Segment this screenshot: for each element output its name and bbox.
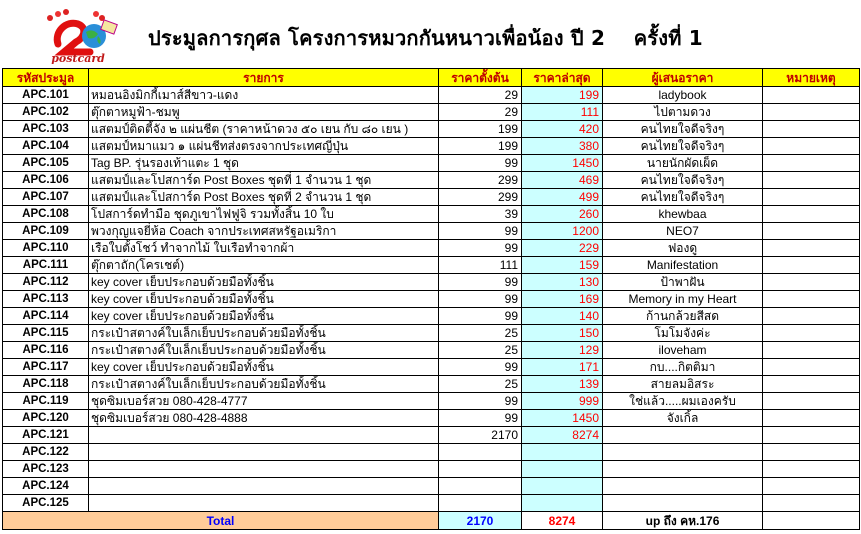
table-row	[3, 291, 860, 308]
table-row	[3, 121, 860, 138]
total-label: Total	[3, 512, 439, 530]
row-note	[763, 359, 860, 376]
row-code: APC.117	[3, 359, 89, 376]
row-bidder: จังเกิ้ล	[603, 410, 763, 427]
row-last-price: 139	[522, 376, 603, 393]
row-last-price: 999	[522, 393, 603, 410]
row-last-price: 1450	[522, 155, 603, 172]
postcard-logo	[36, 6, 120, 64]
total-blank	[763, 512, 860, 530]
row-last-price	[522, 495, 603, 512]
row-start-price: 25	[439, 376, 522, 393]
row-code: APC.120	[3, 410, 89, 427]
row-note	[763, 104, 860, 121]
row-item: พวงกุญแจยี่ห้อ Coach จากประเทศสหรัฐอเมริกา	[89, 223, 439, 240]
row-bidder: Memory in my Heart	[603, 291, 763, 308]
row-note	[763, 291, 860, 308]
row-last-price	[522, 478, 603, 495]
row-note	[763, 257, 860, 274]
row-item: เรือใบตั้งโชว์ ทำจากไม้ ใบเรือทำจากผ้า	[89, 240, 439, 257]
table-body	[3, 87, 860, 512]
table-row	[3, 274, 860, 291]
row-item: แสตมป์ติดตี้จัง ๒ แผ่นชีต (ราคาหน้าดวง ๕๐ เยน กับ ๘๐ เยน )	[89, 121, 439, 138]
row-last-price: 499	[522, 189, 603, 206]
table-row	[3, 308, 860, 325]
row-note	[763, 461, 860, 478]
row-note	[763, 444, 860, 461]
row-start-price: 99	[439, 155, 522, 172]
row-item: กระเป๋าสตางค์ใบเล็กเย็บประกอบด้วยมือทั้งชิ้น	[89, 342, 439, 359]
row-item: key cover เย็บประกอบด้วยมือทั้งชิ้น	[89, 308, 439, 325]
header-row	[3, 69, 860, 87]
row-code: APC.122	[3, 444, 89, 461]
row-start-price: 99	[439, 240, 522, 257]
row-note	[763, 274, 860, 291]
row-bidder: คนไทยใจดีจริงๆ	[603, 189, 763, 206]
row-last-price: 111	[522, 104, 603, 121]
row-last-price: 159	[522, 257, 603, 274]
row-code: APC.110	[3, 240, 89, 257]
row-note	[763, 240, 860, 257]
row-bidder: โมโมจังค่ะ	[603, 325, 763, 342]
table-row	[3, 240, 860, 257]
row-item: ชุดซิมเบอร์สวย 080-428-4888	[89, 410, 439, 427]
row-code: APC.118	[3, 376, 89, 393]
row-note	[763, 189, 860, 206]
row-item	[89, 427, 439, 444]
row-item: กระเป๋าสตางค์ใบเล็กเย็บประกอบด้วยมือทั้งชิ้น	[89, 376, 439, 393]
row-note	[763, 427, 860, 444]
table-row	[3, 189, 860, 206]
table-row	[3, 478, 860, 495]
table-row	[3, 444, 860, 461]
row-last-price: 171	[522, 359, 603, 376]
row-code: APC.104	[3, 138, 89, 155]
row-item: Tag BP. รุ่นรองเท้าแตะ 1 ชุด	[89, 155, 439, 172]
row-note	[763, 495, 860, 512]
row-bidder: คนไทยใจดีจริงๆ	[603, 138, 763, 155]
row-bidder: ไปตามดวง	[603, 104, 763, 121]
row-note	[763, 155, 860, 172]
table-row	[3, 257, 860, 274]
row-start-price: 29	[439, 104, 522, 121]
row-bidder: คนไทยใจดีจริงๆ	[603, 172, 763, 189]
header-code: รหัสประมูล	[3, 69, 89, 87]
row-item: แสตมป์และโปสการ์ด Post Boxes ชุดที่ 1 จำนวน 1 ชุด	[89, 172, 439, 189]
row-code: APC.124	[3, 478, 89, 495]
row-note	[763, 410, 860, 427]
row-code: APC.123	[3, 461, 89, 478]
row-bidder	[603, 444, 763, 461]
row-code: APC.114	[3, 308, 89, 325]
row-bidder: iloveham	[603, 342, 763, 359]
row-item: ตุ๊กตาถัก(โครเชต์)	[89, 257, 439, 274]
row-item: key cover เย็บประกอบด้วยมือทั้งชิ้น	[89, 291, 439, 308]
row-start-price: 99	[439, 308, 522, 325]
row-start-price: 199	[439, 121, 522, 138]
row-bidder: ฟองดู	[603, 240, 763, 257]
row-code: APC.109	[3, 223, 89, 240]
row-note	[763, 308, 860, 325]
row-note	[763, 121, 860, 138]
row-bidder: NEO7	[603, 223, 763, 240]
table-row	[3, 359, 860, 376]
row-code: APC.102	[3, 104, 89, 121]
row-last-price: 169	[522, 291, 603, 308]
row-note	[763, 376, 860, 393]
row-item	[89, 461, 439, 478]
row-start-price	[439, 495, 522, 512]
row-item: key cover เย็บประกอบด้วยมือทั้งชิ้น	[89, 274, 439, 291]
row-start-price	[439, 444, 522, 461]
row-item: กระเป๋าสตางค์ใบเล็กเย็บประกอบด้วยมือทั้งชิ้น	[89, 325, 439, 342]
row-bidder: กบ....กิตติมา	[603, 359, 763, 376]
row-last-price: 199	[522, 87, 603, 104]
row-bidder: ก้านกล้วยสีสด	[603, 308, 763, 325]
row-code: APC.108	[3, 206, 89, 223]
row-start-price	[439, 461, 522, 478]
row-bidder	[603, 495, 763, 512]
table-row	[3, 155, 860, 172]
row-bidder	[603, 478, 763, 495]
row-last-price	[522, 444, 603, 461]
header-item: รายการ	[89, 69, 439, 87]
row-code: APC.116	[3, 342, 89, 359]
row-item: ตุ๊กตาหมูฟ้า-ชมพู	[89, 104, 439, 121]
row-start-price: 29	[439, 87, 522, 104]
row-code: APC.103	[3, 121, 89, 138]
row-last-price: 8274	[522, 427, 603, 444]
row-bidder: นายนักผัดเผ็ด	[603, 155, 763, 172]
row-item	[89, 478, 439, 495]
row-bidder	[603, 427, 763, 444]
table-row	[3, 376, 860, 393]
row-code: APC.115	[3, 325, 89, 342]
row-item: โปสการ์ดทำมือ ชุดภูเขาไฟฟูจิ รวมทั้งสิ้น 10 ใบ	[89, 206, 439, 223]
row-note	[763, 87, 860, 104]
row-note	[763, 342, 860, 359]
total-row	[3, 512, 860, 530]
total-last-price: 8274	[522, 512, 603, 530]
row-note	[763, 172, 860, 189]
table-row	[3, 495, 860, 512]
row-item: ชุดซิมเบอร์สวย 080-428-4777	[89, 393, 439, 410]
row-code: APC.119	[3, 393, 89, 410]
row-item: หมอนอิงมิกกี้เมาส์สีขาว-แดง	[89, 87, 439, 104]
table-row	[3, 172, 860, 189]
row-start-price: 99	[439, 393, 522, 410]
row-last-price: 1200	[522, 223, 603, 240]
row-last-price: 229	[522, 240, 603, 257]
row-code: APC.106	[3, 172, 89, 189]
row-item	[89, 444, 439, 461]
table-row	[3, 461, 860, 478]
row-bidder: Manifestation	[603, 257, 763, 274]
logo-text: postcard	[51, 52, 105, 64]
row-last-price	[522, 461, 603, 478]
row-item: แสตมป์และโปสการ์ด Post Boxes ชุดที่ 2 จำนวน 1 ชุด	[89, 189, 439, 206]
row-start-price	[439, 478, 522, 495]
row-last-price: 260	[522, 206, 603, 223]
row-code: APC.125	[3, 495, 89, 512]
total-note: up ถึง คห.176	[603, 512, 763, 530]
table-row	[3, 223, 860, 240]
row-last-price: 129	[522, 342, 603, 359]
row-last-price: 140	[522, 308, 603, 325]
row-code: APC.111	[3, 257, 89, 274]
row-last-price: 469	[522, 172, 603, 189]
row-code: APC.101	[3, 87, 89, 104]
table-row	[3, 427, 860, 444]
table-row	[3, 138, 860, 155]
row-note	[763, 393, 860, 410]
row-last-price: 1450	[522, 410, 603, 427]
row-last-price: 380	[522, 138, 603, 155]
row-start-price: 111	[439, 257, 522, 274]
row-start-price: 2170	[439, 427, 522, 444]
total-start-price: 2170	[439, 512, 522, 530]
row-code: APC.113	[3, 291, 89, 308]
row-bidder: ใช่แล้ว.....ผมเองครับ	[603, 393, 763, 410]
header-last-price: ราคาล่าสุด	[522, 69, 603, 87]
page-title: ประมูลการกุศล โครงการหมวกกันหนาวเพื่อน้อง ปี 2 ครั้งที่ 1	[148, 26, 703, 50]
header-note: หมายเหตุ	[763, 69, 860, 87]
header-start-price: ราคาตั้งต้น	[439, 69, 522, 87]
row-start-price: 99	[439, 223, 522, 240]
auction-table	[2, 68, 860, 530]
row-bidder: คนไทยใจดีจริงๆ	[603, 121, 763, 138]
row-start-price: 99	[439, 359, 522, 376]
table-row	[3, 325, 860, 342]
row-bidder: ladybook	[603, 87, 763, 104]
row-bidder: khewbaa	[603, 206, 763, 223]
table-row	[3, 342, 860, 359]
row-item	[89, 495, 439, 512]
row-note	[763, 223, 860, 240]
row-bidder: ป้าพาฝัน	[603, 274, 763, 291]
row-last-price: 420	[522, 121, 603, 138]
row-start-price: 99	[439, 291, 522, 308]
row-note	[763, 478, 860, 495]
table-row	[3, 206, 860, 223]
row-start-price: 39	[439, 206, 522, 223]
row-start-price: 99	[439, 410, 522, 427]
row-note	[763, 206, 860, 223]
row-note	[763, 325, 860, 342]
table-row	[3, 410, 860, 427]
row-item: แสตมป์หมาแมว ๑ แผ่นชีทส่งตรงจากประเทศญี่ปุ่น	[89, 138, 439, 155]
row-code: APC.107	[3, 189, 89, 206]
table-row	[3, 104, 860, 121]
row-start-price: 299	[439, 189, 522, 206]
row-bidder	[603, 461, 763, 478]
row-start-price: 99	[439, 274, 522, 291]
row-start-price: 25	[439, 325, 522, 342]
row-code: APC.105	[3, 155, 89, 172]
row-start-price: 299	[439, 172, 522, 189]
row-start-price: 25	[439, 342, 522, 359]
row-last-price: 150	[522, 325, 603, 342]
row-note	[763, 138, 860, 155]
table-row	[3, 87, 860, 104]
row-start-price: 199	[439, 138, 522, 155]
row-code: APC.112	[3, 274, 89, 291]
row-code: APC.121	[3, 427, 89, 444]
table-row	[3, 393, 860, 410]
row-item: key cover เย็บประกอบด้วยมือทั้งชิ้น	[89, 359, 439, 376]
row-last-price: 130	[522, 274, 603, 291]
row-bidder: สายลมอิสระ	[603, 376, 763, 393]
header-bidder: ผู้เสนอราคา	[603, 69, 763, 87]
